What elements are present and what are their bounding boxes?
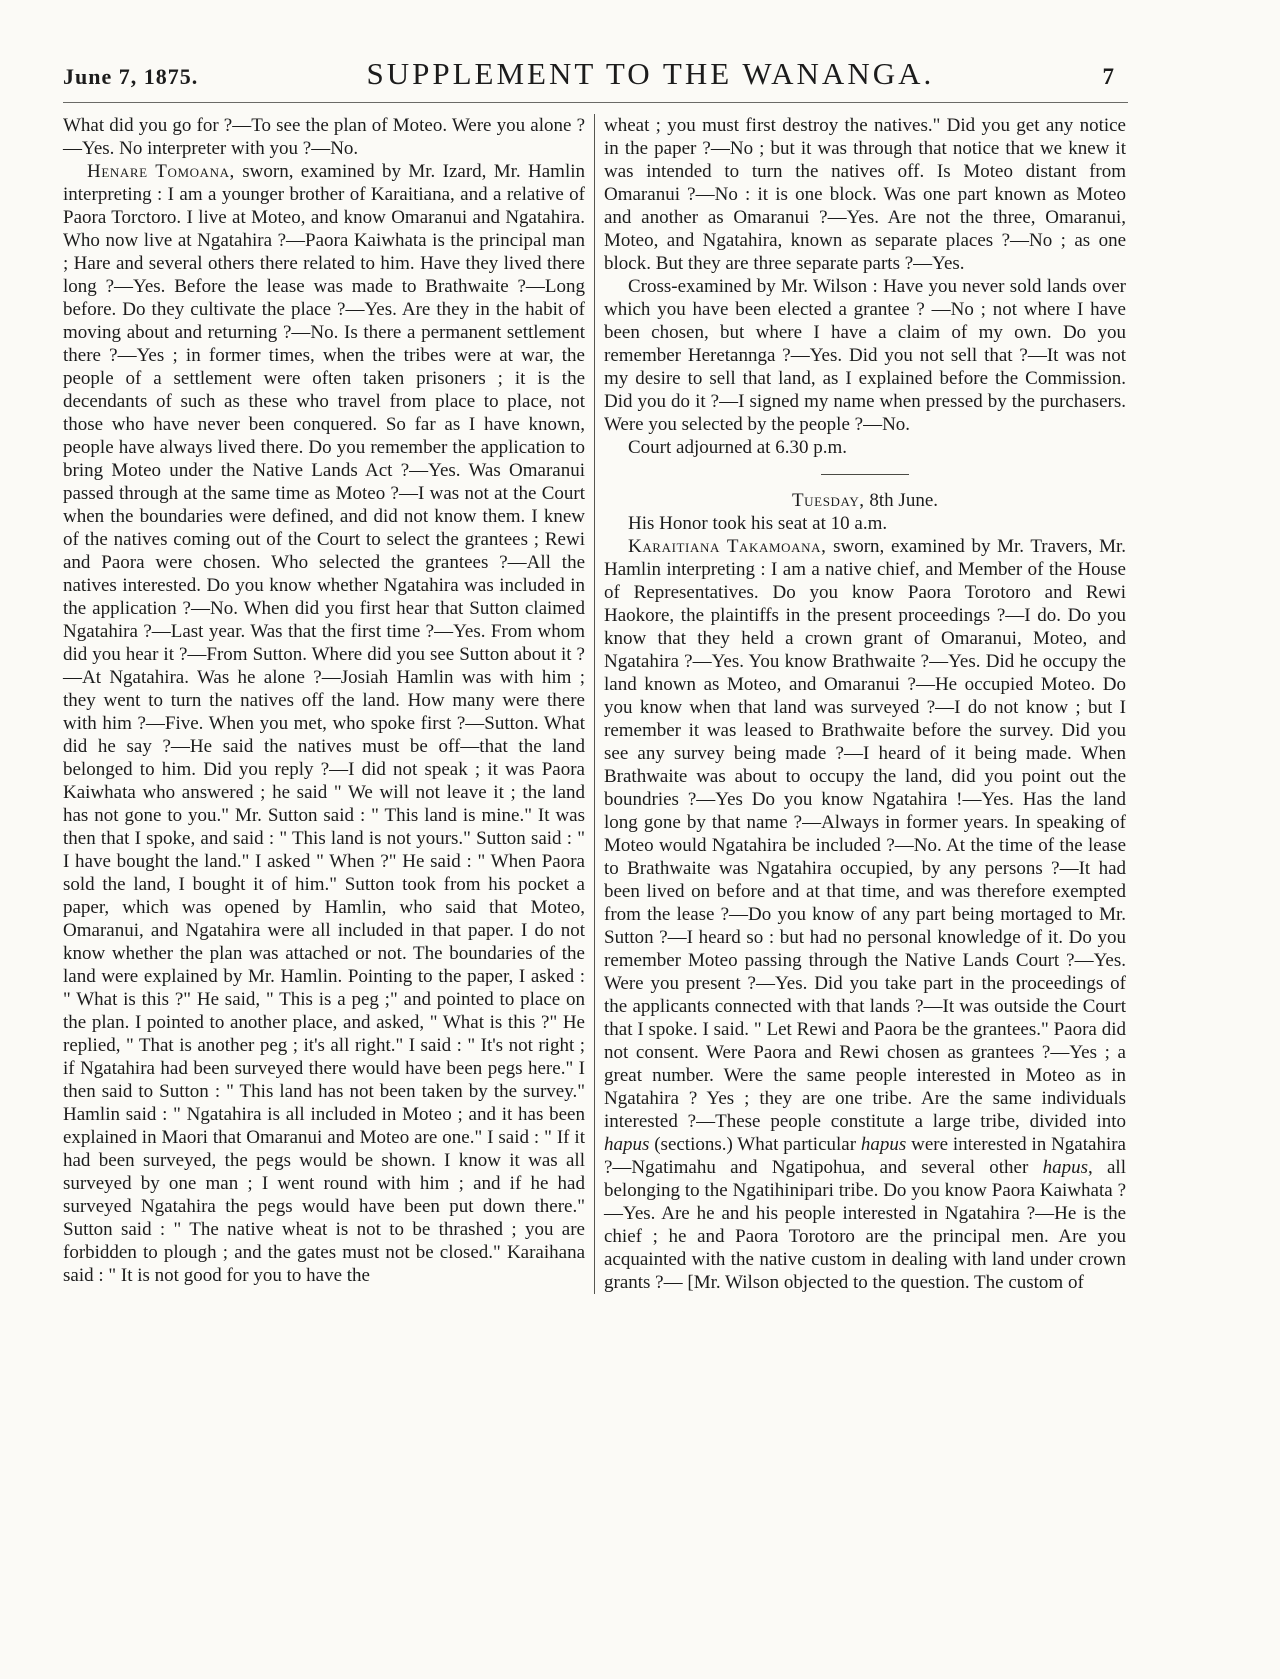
dateline-day: Tuesday,	[791, 490, 865, 511]
testimony-text: , all belonging to the Ngatihinipari tribe. Do you know Paora Kaiwhata ? —Yes. Are he and his people interested in Ngatahira ?—He is the chief ; he and Paora Torotoro are the principal men. Are you acquainted with the native custom in dealing with land under crown grants ?— [Mr. Wilson objected to the question. The custom of	[604, 1157, 1126, 1293]
page-number: 7	[1102, 64, 1114, 89]
testimony-text: (sections.) What particular	[649, 1134, 861, 1155]
testimony-text-italic: hapus	[604, 1134, 650, 1155]
testimony-text: sworn, examined by Mr. Travers, Mr. Hamlin interpreting : I am a native chief, and Member of the House of Representatives. Do you know Paora Torotoro and Rewi Haokore, the plaintiffs in the present proceedings ?—I do. Do you know that they held a crown grant of Omaranui, Moteo, and Ngatahira ?—Yes. You know Brathwaite ?—Yes. Did he occupy the land known as Moteo, and Omaranui ?—He occupied Moteo. Do you know when that land was surveyed ?—I do not know ; but I remember it was leased to Brathwaite before the survey. Did you see any survey being made ?—I heard of it being made. When Brathwaite was about to occupy the land, did you point out the boundries ?—Yes Do you know Ngatahira !—Yes. Has the land long gone by that name ?—Always in former years. In speaking of Moteo would Ngatahira be included ?—No. At the time of the lease to Brathwaite was Ngatahira occupied, by any persons ?—It had been lived on before and at that time, and was therefore exempted from the lease ?—Do you know of any part being mortaged to Mr. Sutton ?—I heard so : but had no personal knowledge of it. Do you remember Moteo passing through the Native Lands Court ?—Yes. Were you present ?—Yes. Did you take part in the proceedings of the applicants connected with that lands ?—It was outside the Court that I spoke. I said. " Let Rewi and Paora be the grantees." Paora did not consent. Were Paora and Rewi chosen as grantees ?—Yes ; a great number. Were the same people interested in Moteo as in Ngatahira ? Yes ; they are one tribe. Are the same individuals interested ?—These people constitute a large tribe, divided into	[604, 536, 1126, 1132]
left-column	[63, 114, 585, 1294]
continuation-paragraph: What did you go for ?—To see the plan of Moteo. Were you alone ?—Yes. No interpreter with you ?—No.	[63, 115, 585, 159]
adjournment-line: Court adjourned at 6.30 p.m.	[628, 437, 847, 458]
session-open-line: His Honor took his seat at 10 a.m.	[628, 513, 888, 534]
column-divider	[594, 114, 595, 1294]
continuation-paragraph: wheat ; you must first destroy the natives." Did you get any notice in the paper ?—No ; but it was through that notice that we knew it was intended to turn the natives off. Is Moteo distant from Omaranui ?—No : it is one block. Was one part known as Moteo and another as Omaranui ?—Yes. Are not the three, Omaranui, Moteo, and Ngatahira, known as separate places ?—No ; as one block. But they are three separate parts ?—Yes.	[604, 115, 1126, 274]
cross-examination-paragraph: Cross-examined by Mr. Wilson : Have you never sold lands over which you have been elected a grantee ? —No ; not where I have been chosen, but where I have a claim of my own. Do you remember Heretannga ?—Yes. Did you not sell that ?—It was not my desire to sell that land, as I explained before the Commission. Did you do it ?—I signed my name when pressed by the purchasers. Were you selected by the people ?—No.	[604, 276, 1126, 435]
testimony-text-italic: hapus	[860, 1134, 907, 1155]
testimony-text: sworn, examined by Mr. Izard, Mr. Hamlin interpreting : I am a younger brother of Karaitiana, and a relative of Paora Torctoro. I live at Moteo, and know Omaranui and Ngatahira. Who now live at Ngatahira ?—Paora Kaiwhata is the principal man ; Hare and several others there related to him. Have they lived there long ?—Yes. Before the lease was made to Brathwaite ?—Long before. Do they cultivate the place ?—Yes. Are they in the habit of moving about and returning ?—No. Is there a permanent settlement there ?—Yes ; in former times, when the tribes were at war, the people of a settlement were often taken prisoners ; it is the decendants of such as these who travel from place to place, not those who have never been conquered. So far as I have known, people have always lived there. Do you remember the application to bring Moteo under the Native Lands Act ?—Yes. Was Omaranui passed through at the same time as Moteo ?—I was not at the Court when the boundaries were defined, and did not know them. I knew of the natives coming out of the Court to select the grantees ; Rewi and Paora were chosen. Who selected the grantees ?—All the natives interested. Do you know whether Ngatahira was included in the application ?—No. When did you first hear that Sutton claimed Ngatahira ?—Last year. Was that the first time ?—Yes. From whom did you hear it ?—From Sutton. Where did you see Sutton about it ?—At Ngatahira. Was he alone ?—Josiah Hamlin was with him ; they went to turn the natives off the land. How many were there with him ?—Five. When you met, who spoke first ?—Sutton. What did he say ?—He said the natives must be off—that the land belonged to him. Did you reply ?—I did not speak ; it was Paora Kaiwhata who answered ; he said " We will not leave it ; the land has not gone to you." Mr. Sutton said : " This land is mine." It was then that I spoke, and said : " This land is not yours." Sutton said : " I have bought the land." I asked " When ?" He said : " When Paora sold the land, I bought it of him." Sutton took from his pocket a paper, which was opened by Hamlin, who said that Moteo, Omaranui, and Ngatahira were all included in that paper. I do not know whether the plan was attached or not. The boundaries of the land were explained by Mr. Hamlin. Pointing to the paper, I asked : " What is this ?" He said, " This is a peg ;" and pointed to place on the plan. I pointed to another place, and asked, " What is this ?" He replied, " That is another peg ; it's all right." I said : " It's not right ; if Ngatahira had been surveyed there would have been pegs here." I then said to Sutton : " This land has not been taken by the survey." Hamlin said : " Ngatahira is all included in Moteo ; and it has been explained in Maori that Omaranui and Moteo are one." I said : " If it had been surveyed, the pegs would be shown. I know it was all surveyed by one man ; I went round with him ; and if he had surveyed Ngatahira the pegs would have been put down there." Sutton said : " The native wheat is not to be thrashed ; you are forbidden to plough ; and the gates must not be closed." Karaihana said : " It is not good for you to have the	[63, 161, 585, 1286]
witness-name: Karaitiana Takamoana,	[628, 536, 827, 557]
masthead	[63, 56, 1128, 92]
masthead-title: SUPPLEMENT TO THE WANANGA.	[366, 56, 935, 91]
session-dateline	[604, 489, 1126, 512]
testimony-text: were interested in Ngatahira ?—Ngatimahu and Ngatipohua, and several other	[604, 1134, 1126, 1178]
right-column	[604, 114, 1126, 1294]
section-divider	[821, 474, 909, 475]
witness-name: Henare Tomoana,	[87, 161, 235, 182]
header-rule	[63, 102, 1128, 103]
testimony-text-italic: hapus	[1042, 1157, 1088, 1178]
dateline-date: 8th June.	[864, 490, 939, 511]
testimony-paragraph-karaitiana	[604, 535, 1126, 1294]
issue-date: June 7, 1875.	[63, 64, 199, 89]
article-columns	[63, 114, 1128, 1294]
testimony-paragraph-henare	[63, 160, 585, 1287]
